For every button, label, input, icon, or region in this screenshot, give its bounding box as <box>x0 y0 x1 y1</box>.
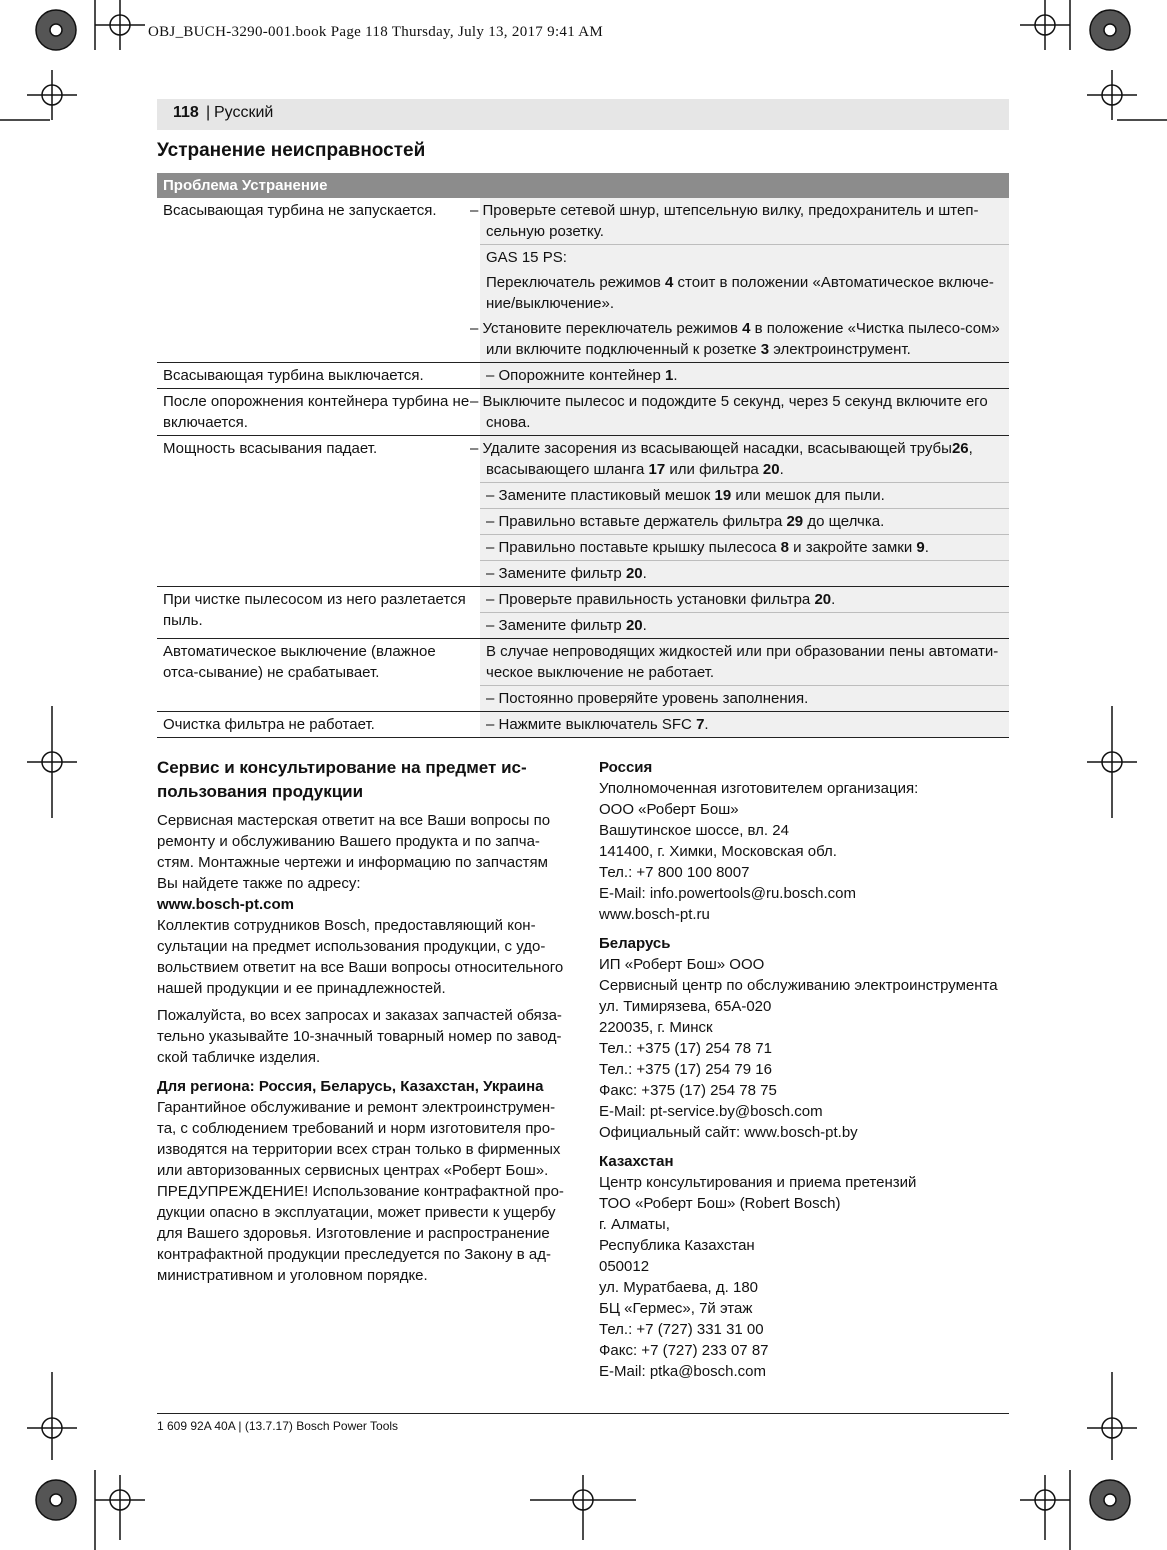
remedy-cell: – Установите переключатель режимов 4 в положение «Чистка пылесо-сом» или включите подключенный к розетке 3 электроинструмент. <box>480 316 1009 363</box>
contact-line: Уполномоченная изготовителем организация: <box>599 780 919 797</box>
crosshair-icon <box>27 706 77 818</box>
table-row <box>157 639 1009 686</box>
contact-line: 220035, г. Минск <box>599 1019 713 1036</box>
contact-line: ТОО «Роберт Бош» (Robert Bosch) <box>599 1195 841 1212</box>
service-paragraph: Коллектив сотрудников Bosch, предоставляющий кон-сультации на предмет использования продукции, с удо-вольствием ответит на все Ваши вопросы относительного нашей продукции и ее принадлежностей. <box>157 917 564 997</box>
crosshair-icon <box>530 1475 636 1540</box>
service-heading: Сервис и консультирование на предмет ис-пользования продукции <box>157 758 527 801</box>
table-row <box>157 198 1009 245</box>
header-language: Русский <box>214 104 274 121</box>
service-paragraph: Пожалуйста, во всех запросах и заказах запчастей обяза-тельно указывайте 10-значный товарный номер по завод-ской табличке изделия. <box>157 1007 562 1066</box>
table-row <box>157 389 1009 436</box>
table-row <box>157 587 1009 613</box>
contact-line: Вашутинское шоссе, вл. 24 <box>599 822 789 839</box>
page-header <box>157 99 1009 130</box>
contact-line: ул. Тимирязева, 65А-020 <box>599 998 772 1015</box>
contact-line: Тел.: +375 (17) 254 78 71 <box>599 1040 772 1057</box>
problem-cell: Очистка фильтра не работает. <box>157 712 480 738</box>
contact-line: ул. Муратбаева, д. 180 <box>599 1279 759 1296</box>
crosshair-icon <box>27 1372 77 1460</box>
remedy-cell: – Постоянно проверяйте уровень заполнения. <box>480 686 1009 712</box>
contact-line: Тел.: +7 800 100 8007 <box>599 864 750 881</box>
contact-line: г. Алматы, <box>599 1216 670 1233</box>
crosshair-icon <box>1020 0 1070 50</box>
contact-line: ИП «Роберт Бош» ООО <box>599 956 765 973</box>
contact-line: Сервисный центр по обслуживанию электроинструмента <box>599 977 998 994</box>
remedy-cell: GAS 15 PS: <box>480 245 1009 271</box>
crosshair-icon <box>1087 70 1137 120</box>
contacts-column <box>599 757 1009 1390</box>
remedy-cell: – Проверьте сетевой шнур, штепсельную вилку, предохранитель и штеп-сельную розетку. <box>480 198 1009 245</box>
contact-country-title: Россия <box>599 759 653 776</box>
region-heading: Для региона: Россия, Беларусь, Казахстан, Украина <box>157 1078 544 1095</box>
crosshair-icon <box>1087 706 1137 818</box>
contact-line: Центр консультирования и приема претензий <box>599 1174 917 1191</box>
print-slug: OBJ_BUCH-3290-001.book Page 118 Thursday, July 13, 2017 9:41 AM <box>148 24 604 40</box>
page-footer: 1 609 92A 40A | (13.7.17) Bosch Power Tools <box>157 1419 399 1433</box>
problem-cell: Автоматическое выключение (влажное отса-сывание) не срабатывает. <box>157 639 480 712</box>
page-number: 118 <box>173 104 199 121</box>
contact-email-link[interactable]: E-Mail: pt-service.by@bosch.com <box>599 1103 823 1120</box>
remedy-cell: – Проверьте правильность установки фильтра 20. <box>480 587 1009 613</box>
footer-divider <box>157 1413 1009 1414</box>
problem-cell: Всасывающая турбина не запускается. <box>157 198 480 363</box>
contact-country-title: Казахстан <box>599 1153 674 1170</box>
remedy-cell: – Опорожните контейнер 1. <box>480 363 1009 389</box>
remedy-cell: Переключатель режимов 4 стоит в положении «Автоматическое включе-ние/выключение». <box>480 270 1009 316</box>
contact-kazakhstan <box>599 1151 1009 1382</box>
crosshair-icon <box>95 0 145 50</box>
remedy-cell: – Замените фильтр 20. <box>480 561 1009 587</box>
print-rosette-icon <box>36 10 76 50</box>
crosshair-icon <box>1087 1372 1137 1460</box>
crosshair-icon <box>1020 1475 1070 1540</box>
remedy-cell: – Удалите засорения из всасывающей насадки, всасывающей трубы26, всасывающего шланга 17 или фильтра 20. <box>480 436 1009 483</box>
contact-line: Факс: +375 (17) 254 78 75 <box>599 1082 777 1099</box>
table-header: Проблема Устранение <box>157 173 1009 198</box>
problem-cell: При чистке пылесосом из него разлетается пыль. <box>157 587 480 639</box>
contact-email-link[interactable]: E-Mail: info.powertools@ru.bosch.com <box>599 885 856 902</box>
contact-line: БЦ «Гермес», 7й этаж <box>599 1300 753 1317</box>
header-separator: | <box>206 104 211 121</box>
contact-belarus <box>599 933 1009 1143</box>
contact-website-link[interactable]: Официальный сайт: www.bosch-pt.by <box>599 1124 858 1141</box>
crosshair-icon <box>27 70 77 120</box>
problem-cell: После опорожнения контейнера турбина не включается. <box>157 389 480 436</box>
table-row <box>157 712 1009 738</box>
service-paragraph: Гарантийное обслуживание и ремонт электроинструмен-та, с соблюдением требований и норм изготовителя про-изводятся на территории всех стран только в фирменных или авторизованных сервисных центрах «Роберт Бош». ПРЕДУПРЕЖДЕНИЕ! Использование контрафактной про-дукции опасно в эксплуатации, может привести к ущербу для Вашего здоровья. Изготовление и распространение контрафактной продукции преследуется по Закону в ад-министративном и уголовном порядке. <box>157 1099 564 1284</box>
service-column <box>157 756 567 1292</box>
contact-russia <box>599 757 1009 925</box>
remedy-cell: – Замените пластиковый мешок 19 или мешок для пыли. <box>480 483 1009 509</box>
print-rosette-icon <box>1090 1480 1130 1520</box>
remedy-cell: – Выключите пылесос и подождите 5 секунд, через 5 секунд включите его снова. <box>480 389 1009 436</box>
contact-line: 050012 <box>599 1258 650 1275</box>
service-url-link[interactable]: www.bosch-pt.com <box>157 896 294 913</box>
contact-line: 141400, г. Химки, Московская обл. <box>599 843 837 860</box>
contact-email-link[interactable]: E-Mail: ptka@bosch.com <box>599 1363 766 1380</box>
crosshair-icon <box>95 1475 145 1540</box>
problem-cell: Всасывающая турбина выключается. <box>157 363 480 389</box>
table-row <box>157 436 1009 483</box>
problem-cell: Мощность всасывания падает. <box>157 436 480 587</box>
contact-line: Факс: +7 (727) 233 07 87 <box>599 1342 769 1359</box>
remedy-cell: – Правильно поставьте крышку пылесоса 8 и закройте замки 9. <box>480 535 1009 561</box>
troubleshooting-table <box>157 173 1009 738</box>
contact-website-link[interactable]: www.bosch-pt.ru <box>599 906 710 923</box>
remedy-cell: В случае непроводящих жидкостей или при образовании пены автомати-ческое выключение не работает. <box>480 639 1009 686</box>
service-paragraph: Сервисная мастерская ответит на все Ваши вопросы по ремонту и обслуживанию Вашего продукта и по запча-стям. Монтажные чертежи и информацию по запчастям Вы найдете также по адресу: <box>157 812 551 892</box>
contact-country-title: Беларусь <box>599 935 671 952</box>
print-rosette-icon <box>1090 10 1130 50</box>
contact-line: Республика Казахстан <box>599 1237 755 1254</box>
contact-line: ООО «Роберт Бош» <box>599 801 739 818</box>
print-rosette-icon <box>36 1480 76 1520</box>
contact-line: Тел.: +7 (727) 331 31 00 <box>599 1321 764 1338</box>
contact-line: Тел.: +375 (17) 254 79 16 <box>599 1061 772 1078</box>
remedy-cell: – Замените фильтр 20. <box>480 613 1009 639</box>
remedy-cell: – Правильно вставьте держатель фильтра 29 до щелчка. <box>480 509 1009 535</box>
remedy-cell: – Нажмите выключатель SFC 7. <box>480 712 1009 738</box>
section-title: Устранение неисправностей <box>157 140 426 161</box>
table-row <box>157 363 1009 389</box>
